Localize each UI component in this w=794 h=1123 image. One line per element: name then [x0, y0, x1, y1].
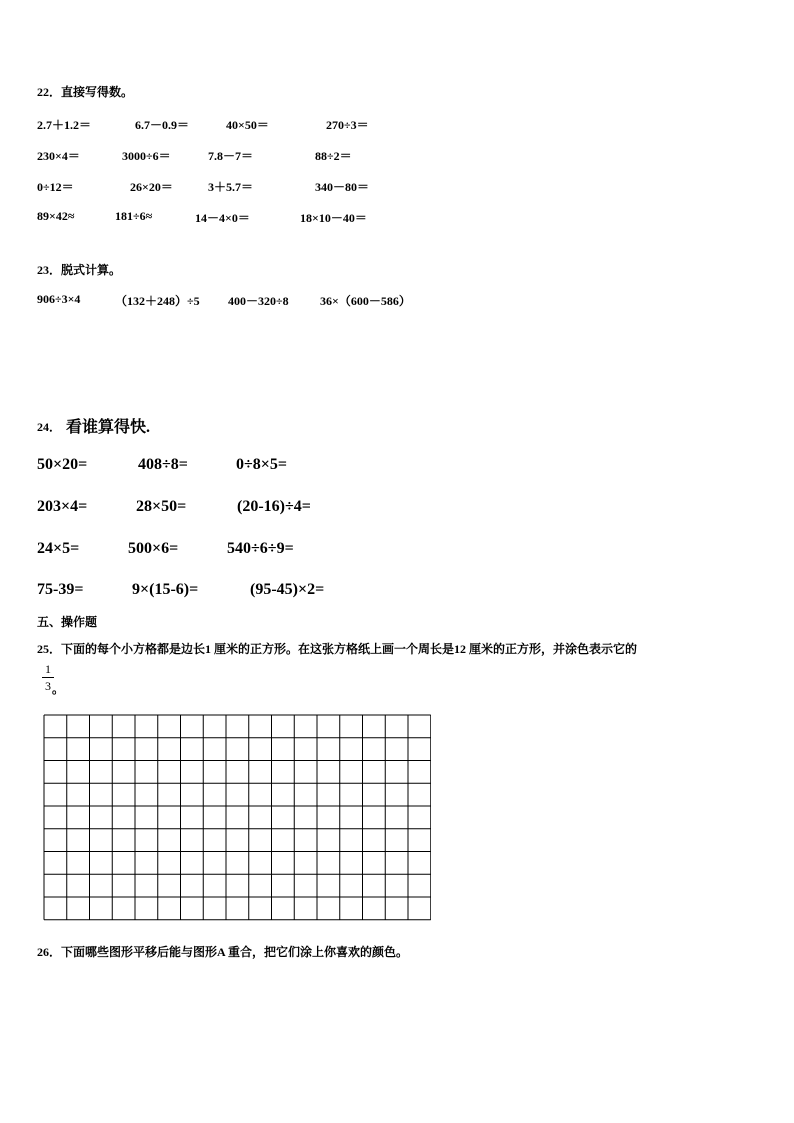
q24-number: 24．	[37, 420, 62, 434]
q22-r1c4: 270÷3＝	[326, 118, 369, 132]
q23-item-2: （132＋248）÷5	[115, 294, 200, 308]
q22-r2c2: 3000÷6＝	[122, 149, 171, 163]
fraction-denominator: 3	[45, 679, 51, 693]
q22-r3c3: 3＋5.7＝	[208, 180, 254, 194]
section-title: 五、操作题	[37, 615, 98, 629]
q22-r4c4: 18×10－40＝	[300, 211, 367, 225]
q23-title: 23．脱式计算。	[37, 263, 122, 277]
q25-tail: 。	[52, 682, 65, 696]
q23-item-3: 400－320÷8	[228, 294, 289, 308]
q22-r2c4: 88÷2＝	[315, 149, 352, 163]
q22-title: 22．直接写得数。	[37, 85, 134, 99]
q25-text: 25．下面的每个小方格都是边长1 厘米的正方形。在这张方格纸上画一个周长是12 厘米的正方形，并涂色表示它的	[37, 642, 638, 656]
q24-r2c3: (20-16)÷4=	[237, 498, 311, 515]
q22-r3c2: 26×20＝	[130, 180, 173, 194]
q24-r2c2: 28×50=	[136, 498, 187, 515]
q24-r4c1: 75-39=	[37, 581, 84, 598]
q23-item-1: 906÷3×4	[37, 292, 81, 306]
q23-item-4: 36×（600－586）	[320, 294, 411, 308]
q24-r3c1: 24×5=	[37, 540, 80, 557]
fraction-numerator: 1	[45, 662, 51, 676]
q24-r1c3: 0÷8×5=	[236, 456, 288, 473]
q26-text: 26．下面哪些图形平移后能与图形A 重合，把它们涂上你喜欢的颜色。	[37, 945, 409, 959]
q24-title: 看谁算得快.	[66, 419, 151, 436]
q22-r4c1: 89×42≈	[37, 209, 75, 223]
q22-r1c1: 2.7＋1.2＝	[37, 118, 92, 132]
q22-r3c4: 340－80＝	[315, 180, 370, 194]
q24-r1c2: 408÷8=	[138, 456, 188, 473]
q22-r4c2: 181÷6≈	[115, 209, 153, 223]
q24-r3c3: 540÷6÷9=	[227, 540, 294, 557]
q24-r4c3: (95-45)×2=	[250, 581, 325, 598]
q22-r4c3: 14－4×0＝	[195, 211, 250, 225]
q22-r2c3: 7.8－7＝	[208, 149, 254, 163]
fraction-bar	[42, 677, 54, 678]
q24-r4c2: 9×(15-6)=	[132, 581, 199, 598]
q22-r1c2: 6.7－0.9＝	[135, 118, 190, 132]
q22-r1c3: 40×50＝	[226, 118, 269, 132]
square-grid	[43, 714, 431, 926]
q24-r3c2: 500×6=	[128, 540, 179, 557]
q22-r3c1: 0÷12＝	[37, 180, 74, 194]
q22-r2c1: 230×4＝	[37, 149, 80, 163]
q24-r1c1: 50×20=	[37, 456, 88, 473]
q24-r2c1: 203×4=	[37, 498, 88, 515]
